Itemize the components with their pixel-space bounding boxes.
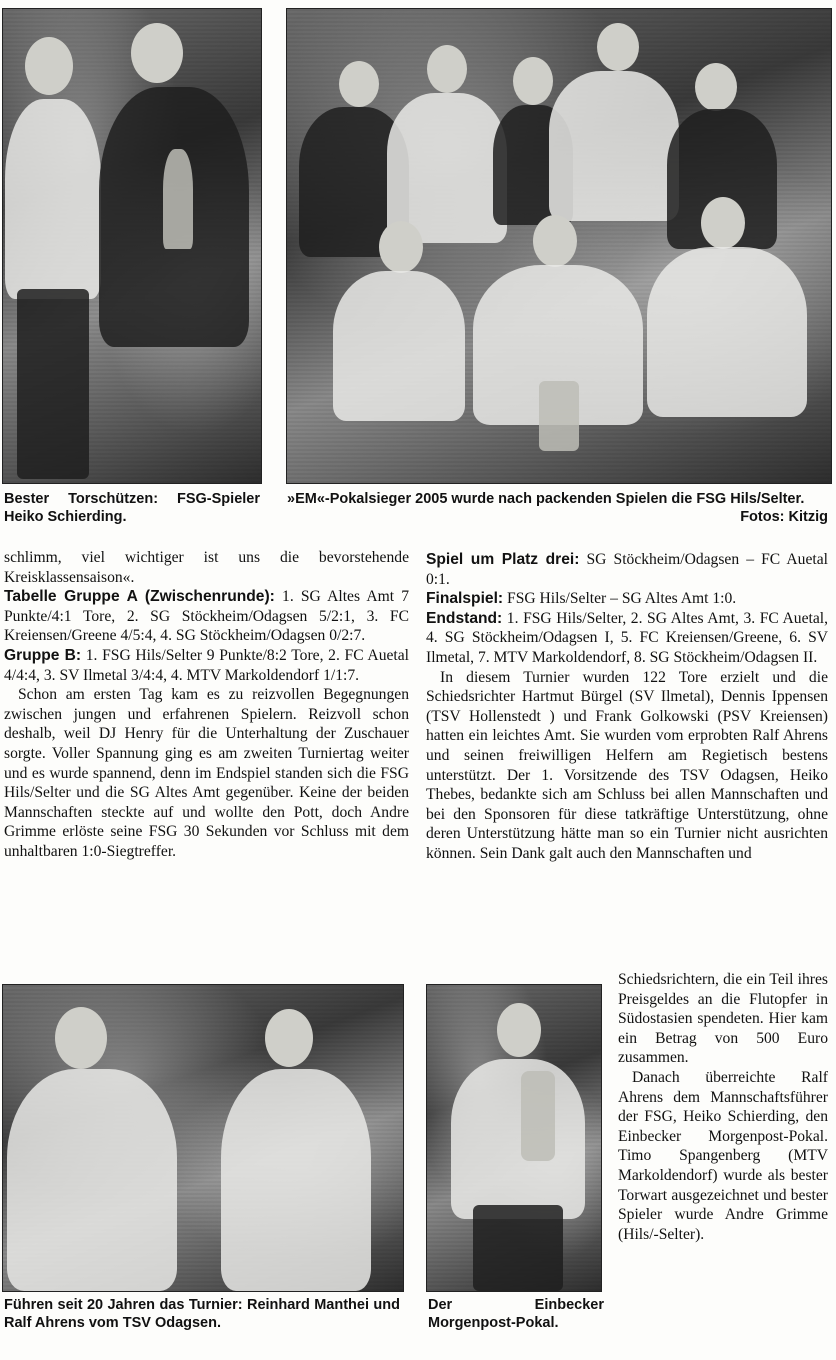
- caption-organizers: Führen seit 20 Jahren das Turnier: Reinhard Manthei und Ralf Ahrens vom TSV Odagsen.: [4, 1297, 400, 1331]
- photo-winning-team: [286, 8, 832, 484]
- final-standing: Endstand: 1. FSG Hils/Selter, 2. SG Altes Amt, 3. FC Auetal, 4. SG Stöckheim/Odagsen I, 5. FC Kreiensen/Greene, 6. SV Ilmetal, 7. MTV Markoldendorf, 8. SG Stöckheim/Odagsen II.: [426, 609, 828, 666]
- wrap-paragraph: Schiedsrichtern, die ein Teil ihres Preisgeldes an die Flutopfer in Südostasien spendeten. Hier kam ein Betrag von 500 Euro zusammen.: [618, 971, 828, 1067]
- intro-text: schlimm, viel wichtiger ist uns die bevorstehende Kreisklassensaison«.: [4, 549, 409, 586]
- photo-credit: Fotos: Kitzig: [740, 509, 828, 525]
- standing-label: Endstand:: [426, 609, 503, 627]
- group-a-result: Tabelle Gruppe A (Zwischenrunde): 1. SG Altes Amt 7 Punkte/4:1 Tore, 2. SG Stöckheim/Odagsen 5/2:1, 3. FC Kreiensen/Greene 4/5:4, 4. SG Stöckheim/Odagsen 0/2:7.: [4, 588, 409, 645]
- right-paragraph: In diesem Turnier wurden 122 Tore erzielt und die Schiedsrichter Hartmut Bürgel (SV Ilmetal), Dennis Ippensen (TSV Hollenstedt ) und Frank Golkowski (PSV Kreiensen) hatten ein leichtes Amt. Sie wurden vom erprobten Ralf Ahrens und seinen freiwilligen Helfern am Regietisch bestens unterstützt. Der 1. Vorsitzende des TSV Odagsen, Heiko Thebes, bedankte sich am Schluss bei allen Mannschaften und bei den Sponsoren für diese tatkräftige Unterstützung, ohne deren Unterstützung hätte man so ein Turnier nicht ausrichten können. Sein Dank galt auch den Mannschaften und: [426, 668, 828, 862]
- third-place-result: Spiel um Platz drei: SG Stöckheim/Odagsen – FC Auetal 0:1.: [426, 551, 828, 588]
- article-right-column: [426, 550, 828, 864]
- group-a-label: Tabelle Gruppe A (Zwischenrunde):: [4, 588, 275, 606]
- photo-trophy: [426, 984, 602, 1292]
- group-b-result: Gruppe B: 1. FSG Hils/Selter 9 Punkte/8:2 Tore, 2. FC Auetal 4/4:4, 3. SV Ilmetal 3/4:4, 4. MTV Markoldendorf 1/1:7.: [4, 646, 410, 684]
- group-b-label: Gruppe B:: [4, 646, 82, 664]
- third-place-label: Spiel um Platz drei:: [426, 551, 580, 568]
- photo-organizers: [2, 984, 404, 1292]
- left-paragraph: Schon am ersten Tag kam es zu reizvollen Begegnungen zwischen jungen und erfahrenen Spielern. Reizvoll schon deshalb, weil DJ Henry für die Unterhaltung der Zuschauer sorgte. Voller Spannung ging es am zweiten Turniertag weiter und es wurde spannend, denn im Endspiel standen sich die FSG Hils/Selter und die SG Altes Amt gegenüber. Keine der beiden Mannschaften steckte auf und wollte den Pott, doch Andre Grimme erlöste seine FSG 30 Sekunden vor Schluss mit dem unhaltbaren 1:0-Siegtreffer.: [4, 686, 409, 860]
- final-result: Finalspiel: FSG Hils/Selter – SG Altes Amt 1:0.: [426, 590, 737, 608]
- article-left-column: [4, 548, 409, 862]
- wrap-paragraph-2: Danach überreichte Ralf Ahrens dem Mannschaftsführer der FSG, Heiko Schierding, den Einbecker Morgenpost-Pokal. Timo Spangenberg (MTV Markoldendorf) wurde als bester Torwart ausgezeichnet und bester Spieler wurde Andre Grimme (Hils/-Selter).: [618, 1068, 828, 1243]
- caption-best-scorer: Bester Torschützen: FSG-Spieler Heiko Schierding.: [4, 491, 260, 525]
- final-label: Finalspiel:: [426, 590, 504, 608]
- photo-best-scorer: [2, 8, 262, 484]
- caption-winning-team: »EM«-Pokalsieger 2005 wurde nach packenden Spielen die FSG Hils/Selter. Fotos: Kitzig: [287, 491, 828, 525]
- article-wrap-column: [618, 970, 828, 1244]
- caption-trophy: Der Einbecker Morgenpost-Pokal.: [428, 1297, 604, 1331]
